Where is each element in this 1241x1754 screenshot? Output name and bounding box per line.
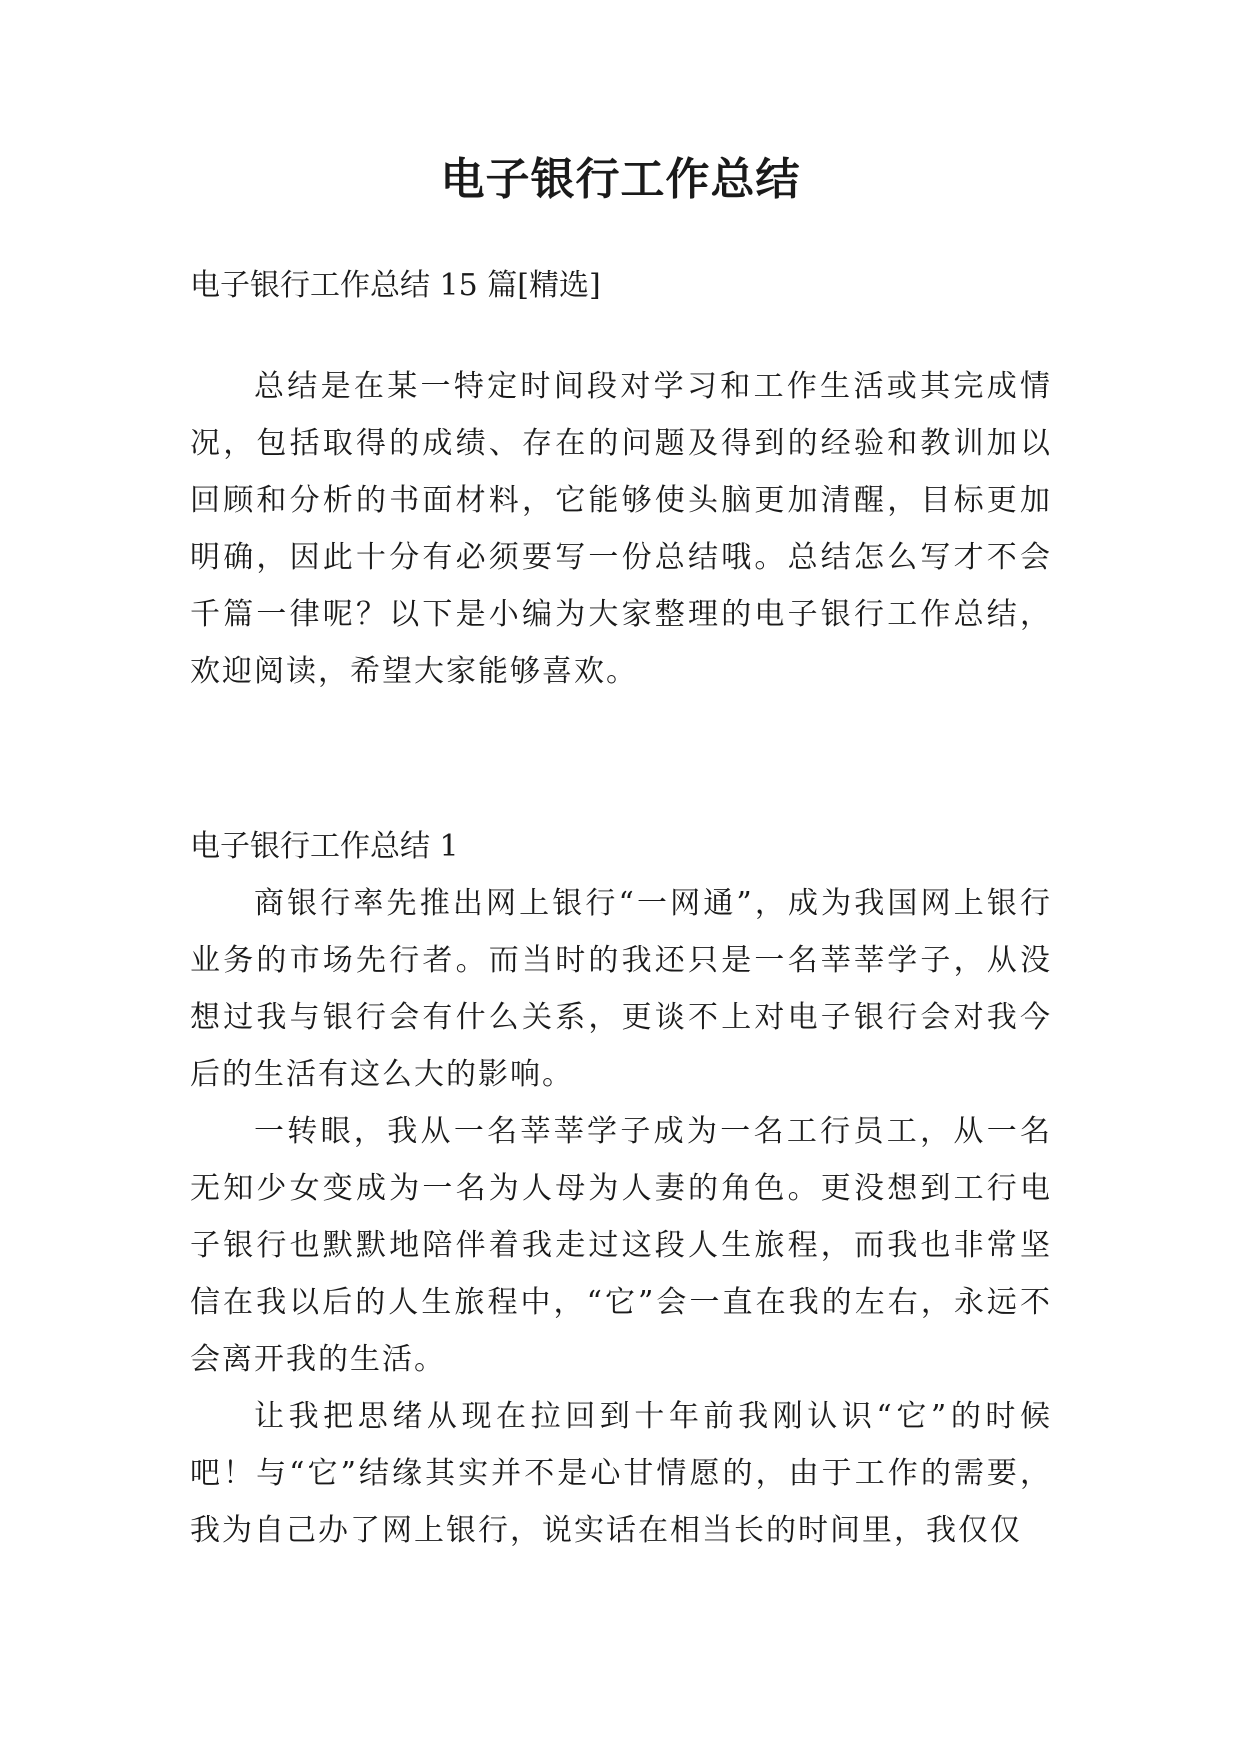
- document-title: 电子银行工作总结: [440, 154, 801, 205]
- body-paragraph: 商银行率先推出网上银行“一网通”，成为我国网上银行业务的市场先行者。而当时的我还只是一名莘莘学子，从没想过我与银行会有什么关系，更谈不上对电子银行会对我今后的生活有这么大的影响。: [190, 886, 1052, 1092]
- section-heading: 电子银行工作总结 1: [190, 829, 459, 864]
- body-paragraph: 一转眼，我从一名莘莘学子成为一名工行员工，从一名无知少女变成为一名为人母为人妻的角色。更没想到工行电子银行也默默地陪伴着我走过这段人生旅程，而我也非常坚信在我以后的人生旅程中，“它”会一直在我的左右，永远不会离开我的生活。: [190, 1114, 1052, 1377]
- intro-paragraph: 总结是在某一特定时间段对学习和工作生活或其完成情况，包括取得的成绩、存在的问题及得到的经验和教训加以回顾和分析的书面材料，它能够使头脑更加清醒，目标更加明确，因此十分有必须要写一份总结哦。总结怎么写才不会千篇一律呢？以下是小编为大家整理的电子银行工作总结，欢迎阅读，希望大家能够喜欢。: [190, 369, 1052, 689]
- section-body: [190, 875, 1052, 1559]
- body-paragraph: 让我把思绪从现在拉回到十年前我刚认识“它”的时候吧！与“它”结缘其实并不是心甘情愿的，由于工作的需要，我为自己办了网上银行，说实话在相当长的时间里，我仅仅: [190, 1399, 1052, 1548]
- document-subtitle: 电子银行工作总结 15 篇[精选]: [190, 268, 601, 303]
